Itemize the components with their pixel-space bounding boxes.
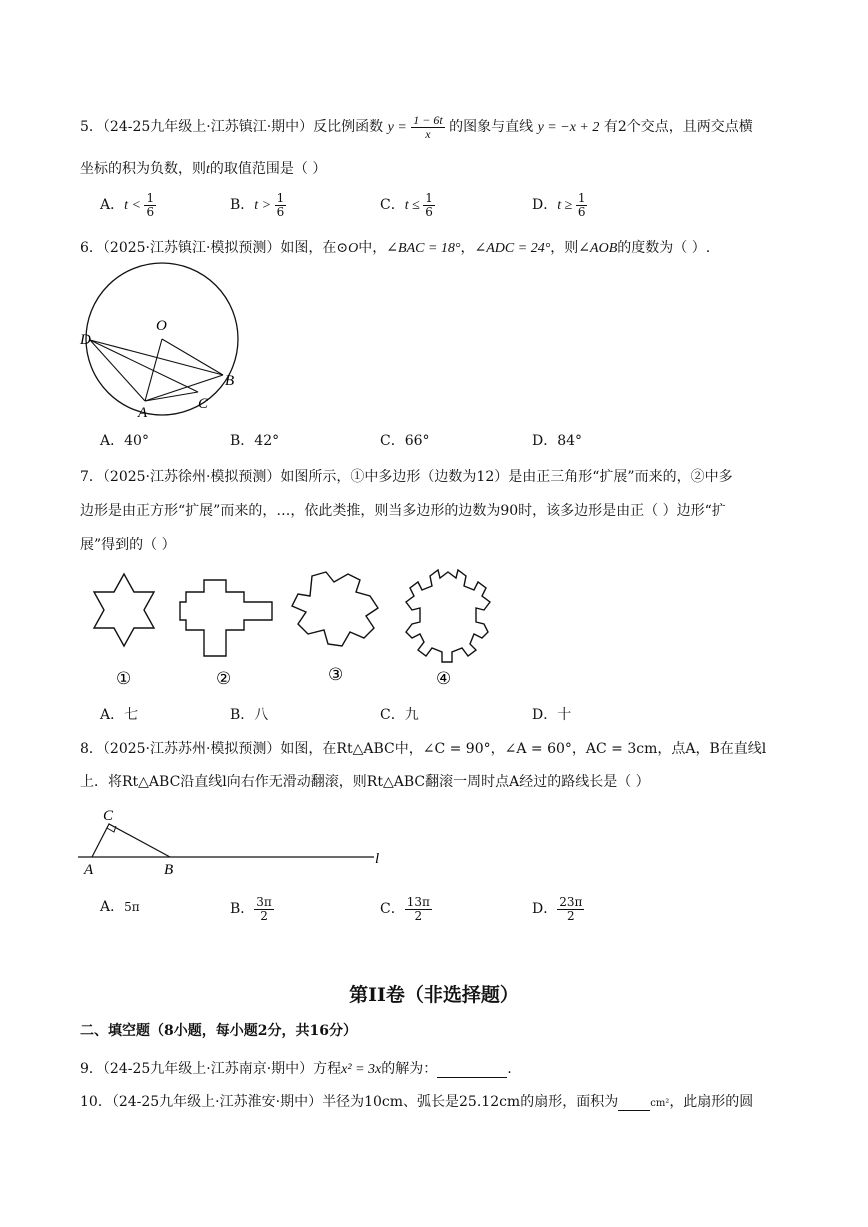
- q5-fraction: [411, 114, 444, 140]
- q6-angle1: ∠BAC = 18°: [386, 241, 461, 256]
- q7-options-option-a[interactable]: [100, 704, 138, 724]
- q6-options-label-0: A．: [100, 433, 125, 449]
- q7-options-value-1: 八: [254, 707, 269, 723]
- q9-eq: x² = 3x: [341, 1062, 382, 1077]
- q5-options-expr-3: t ≥: [557, 198, 576, 214]
- q8-options-option-b[interactable]: [230, 896, 274, 922]
- q8-options-frac-3-den: 2: [566, 908, 575, 923]
- q6-sep: ，: [460, 240, 475, 256]
- q8-options-option-a[interactable]: [100, 896, 140, 916]
- q5-options-frac-3: [576, 192, 588, 218]
- q7-options-option-b[interactable]: [230, 704, 268, 724]
- q6-options-label-1: B．: [230, 433, 255, 449]
- q8-options-value-0: 5π: [124, 900, 140, 914]
- q8-options-label-3: D．: [532, 901, 558, 918]
- q5-options-frac-3-den: 6: [577, 204, 586, 219]
- q6-options-label-3: D．: [532, 433, 558, 449]
- q5-suffix: 有2个交点，且两交点横: [603, 119, 753, 136]
- q7-label-3: ③: [328, 665, 344, 684]
- q8-triangle: [92, 824, 170, 857]
- q6-options-option-c[interactable]: [380, 430, 430, 450]
- q5-frac-den: x: [425, 126, 431, 141]
- q6-angle3: ∠AOB: [578, 241, 618, 256]
- q5-options-label-0: A．: [100, 197, 125, 214]
- q8-label-A: A: [84, 862, 94, 878]
- q5-options-option-b[interactable]: [230, 192, 286, 218]
- q7-line2: 边形是由正方形“扩展”而来的，…，依此类推，则当多边形的边数为90时，该多边形是由正（ ）边形“扩: [80, 503, 726, 519]
- q6-options-option-d[interactable]: [532, 430, 582, 450]
- q5-options-frac-2-den: 6: [425, 204, 433, 219]
- q5-options-option-a[interactable]: [100, 192, 156, 218]
- q8-options-label-2: C．: [380, 901, 405, 918]
- q5-options-frac-1-den: 6: [276, 204, 285, 219]
- q5-options-frac-2-num: 1: [425, 191, 433, 205]
- q8-options-frac-2-den: 2: [414, 908, 423, 923]
- q6-options-value-3: 84°: [557, 433, 583, 449]
- q6-circle-figure: [78, 262, 248, 442]
- q6-label-A: A: [138, 405, 148, 421]
- q6-prefix: 6．（2025·江苏镇江·模拟预测）如图，在⊙: [80, 240, 349, 256]
- q7-cross-figure: [180, 580, 272, 656]
- q5-options-frac-1: [275, 192, 287, 218]
- q5-options-expr-0: t <: [124, 198, 145, 214]
- q5-prefix: 5．（24-25九年级上·江苏镇江·期中）反比例函数: [80, 119, 384, 136]
- q10-suffix: ，此扇形的圆: [669, 1094, 754, 1110]
- q8-options-frac-3: [557, 896, 584, 922]
- q6-options-label-2: C．: [380, 433, 405, 449]
- q5-mid: 的图象与直线: [449, 119, 534, 136]
- q5-options-label-2: C．: [380, 197, 405, 214]
- q6-label-B: B: [225, 373, 235, 389]
- q6-line1: [80, 237, 710, 257]
- q7-options-option-d[interactable]: [532, 704, 571, 724]
- q9-prefix: 9．（24-25九年级上·江苏南京·期中）方程: [80, 1061, 342, 1077]
- q5-options-frac-0: [144, 192, 156, 218]
- q5-t-var: t: [206, 162, 210, 177]
- section-title: [0, 980, 868, 1007]
- q6-options-value-2: 66°: [404, 433, 430, 449]
- q7-label-1: ①: [116, 669, 132, 688]
- q5-options-option-d[interactable]: [532, 192, 587, 218]
- q6-angle2: ∠ADC = 24°: [474, 241, 551, 256]
- q5-line1: [80, 114, 753, 140]
- q5-line2: [80, 158, 326, 178]
- q8-options-label-1: B．: [230, 901, 255, 918]
- q6-options-option-b[interactable]: [230, 430, 279, 450]
- section-subtitle: 二、填空题（8小题，每小题2分，共16分）: [80, 1023, 357, 1039]
- q7-line1: 7．（2025·江苏徐州·模拟预测）如图所示，①中多边形（边数为12）是由正三角形“扩展”而来的，②中多: [80, 469, 733, 485]
- q5-options-label-1: B．: [230, 197, 255, 214]
- section-title-text: 第II卷（非选择题）: [349, 984, 519, 1006]
- q9-answer-blank[interactable]: [437, 1063, 507, 1078]
- q7-options-value-0: 七: [124, 707, 139, 723]
- q10-arc: 25.12cm: [459, 1094, 521, 1110]
- q7-options-label-1: B．: [230, 707, 255, 723]
- q8-triangle-figure: [76, 802, 396, 882]
- q6-seg-DC: [90, 340, 198, 392]
- q7-options-value-2: 九: [404, 707, 419, 723]
- q10-unit: cm²: [650, 1098, 670, 1109]
- q5-line-eq: y = −x + 2: [537, 120, 600, 136]
- q7-figure-four: [406, 570, 490, 662]
- q8-options-frac-2: [405, 896, 432, 922]
- q6-seg-AC: [145, 392, 198, 401]
- q7-star-figure: [94, 574, 154, 646]
- q9-line: [80, 1058, 512, 1078]
- q5-options-frac-2: [423, 192, 435, 218]
- q5-line2-text: 坐标的积为负数，则: [80, 161, 206, 177]
- q8-options-option-d[interactable]: [532, 896, 584, 922]
- q9-suffix: 的解为：: [381, 1061, 438, 1077]
- q10-radius: 10cm: [364, 1094, 404, 1110]
- q6-seg-DA: [90, 340, 145, 401]
- q5-options-option-c[interactable]: [380, 192, 435, 218]
- q6-label-C: C: [198, 396, 209, 412]
- q5-line2-end: 的取值范围是（ ）: [209, 161, 327, 177]
- q8-options-frac-3-num: 23π: [559, 895, 583, 909]
- q5-options-frac-0-num: 1: [146, 191, 155, 205]
- q7-figure-three: [292, 572, 378, 646]
- q5-options-expr-2: t ≤: [404, 198, 424, 214]
- q8-label-l: l: [375, 851, 380, 867]
- q7-options-label-3: D．: [532, 707, 558, 723]
- q5-frac-num: 1 − 6t: [413, 113, 443, 127]
- q7-options-option-c[interactable]: [380, 704, 419, 724]
- q8-options-frac-1: [254, 896, 274, 922]
- q7-options-label-0: A．: [100, 707, 125, 723]
- q6-options-value-0: 40°: [124, 433, 149, 449]
- q8-options-option-c[interactable]: [380, 896, 432, 922]
- q5-options-expr-1: t >: [254, 198, 275, 214]
- q6-label-D: D: [80, 332, 91, 348]
- q10-mid: 、弧长是: [403, 1094, 460, 1110]
- q5-options-frac-3-num: 1: [577, 191, 586, 205]
- q8-label-B: B: [164, 862, 174, 878]
- q6-seg-OB: [162, 339, 223, 375]
- q10-line: [80, 1091, 753, 1111]
- q6-options-option-a[interactable]: [100, 430, 149, 450]
- q7-options-value-3: 十: [557, 707, 572, 723]
- q8-options-frac-1-num: 3π: [256, 895, 272, 909]
- q10-prefix: 10．（24-25九年级上·江苏淮安·期中）半径为: [80, 1094, 365, 1110]
- q6-mid2: ，则: [550, 240, 579, 256]
- q7-line3: 展”得到的（ ）: [80, 537, 176, 553]
- q7-options-label-2: C．: [380, 707, 405, 723]
- q7-polygon-figures: [78, 566, 498, 696]
- q8-label-C: C: [103, 808, 114, 824]
- q8-line1: 8．（2025·江苏苏州·模拟预测）如图，在Rt△ABC中，∠C = 90°，∠A = 60°，AC = 3cm，点A，B在直线l: [80, 741, 767, 757]
- q5-options-frac-0-den: 6: [146, 204, 155, 219]
- q5-options-label-3: D．: [532, 197, 558, 214]
- q10-answer-blank[interactable]: [618, 1096, 650, 1111]
- q7-label-2: ②: [216, 669, 232, 688]
- q5-options-frac-1-num: 1: [276, 191, 285, 205]
- q8-options-frac-1-den: 2: [260, 908, 268, 923]
- q6-label-O: O: [156, 318, 167, 334]
- q7-label-4: ④: [436, 669, 452, 688]
- q5-y-eq: y =: [387, 120, 407, 136]
- q6-options-value-1: 42°: [254, 433, 280, 449]
- q9-end: .: [507, 1061, 512, 1077]
- q6-mid1: 中，: [358, 240, 387, 256]
- q10-mid2: 的扇形，面积为: [520, 1094, 619, 1110]
- q8-options-frac-2-num: 13π: [406, 895, 430, 909]
- q6-o: O: [348, 241, 359, 256]
- q8-line2: 上．将Rt△ABC沿直线l向右作无滑动翻滚，则Rt△ABC翻滚一周时点A经过的路线长是（ ）: [80, 774, 650, 790]
- q8-options-label-0: A．: [100, 899, 125, 915]
- q6-end: 的度数为（ ）.: [617, 240, 711, 256]
